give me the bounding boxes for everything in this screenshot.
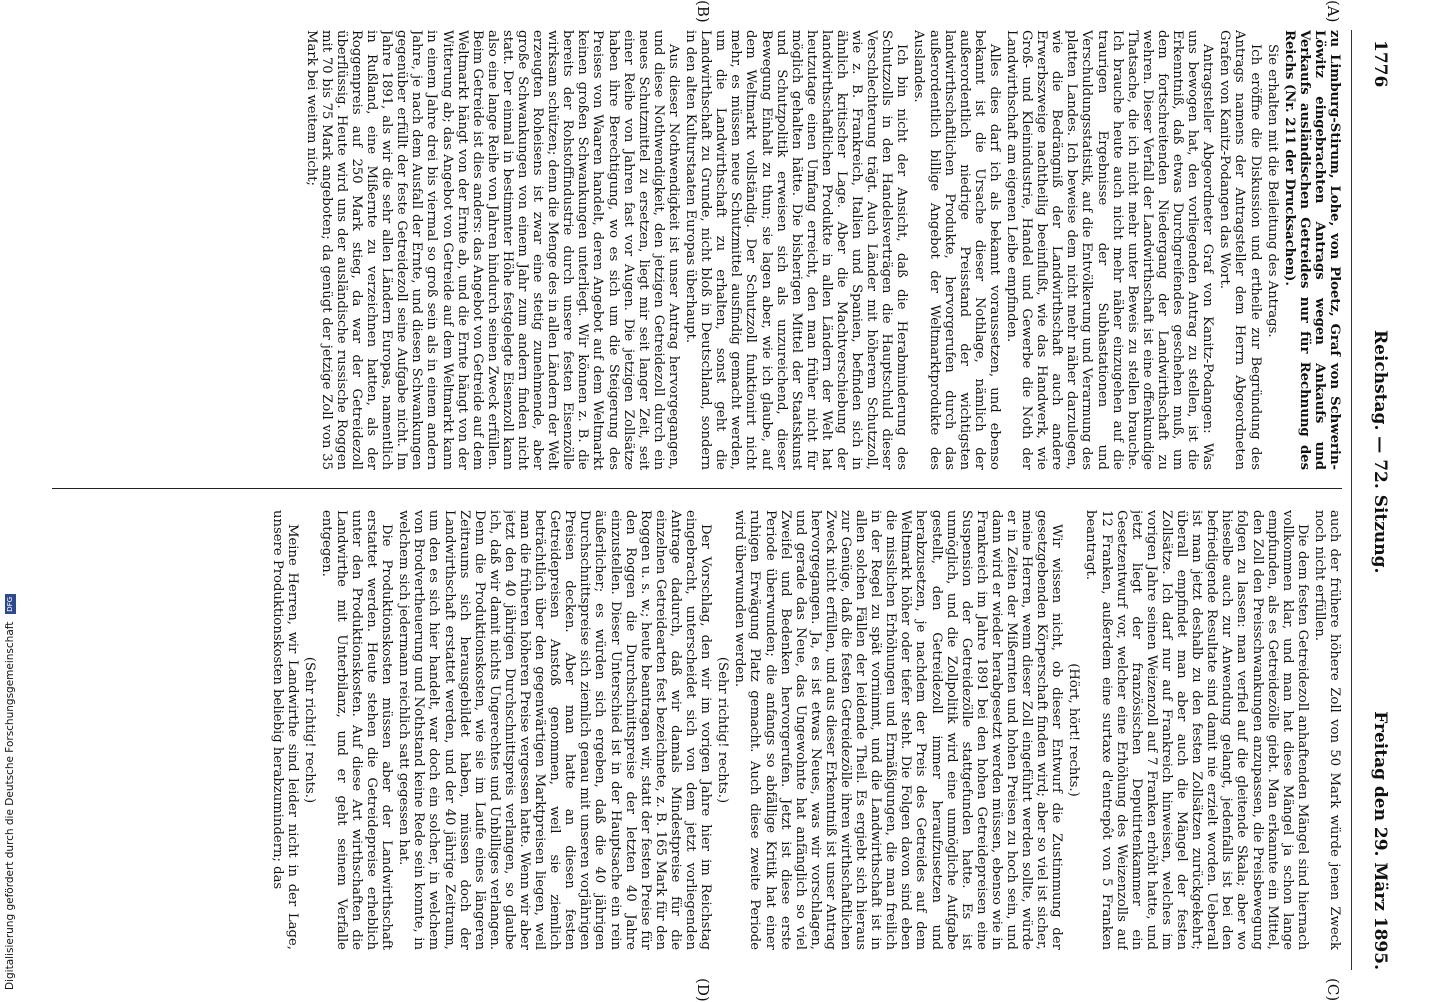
paragraph: Wir wissen nicht, ob dieser Entwurf die Zustimmung der gesetzgebenden Körperschaft finden wird; aber so viel ist sicher, meine Herren, wenn dieser Zoll eingeführt werden sollte, würde er in Zeiten der Mißernten und hohen Preisen zu hoch sein, und dann wird er wieder herabgesetzt werden müssen, ebenso wie in Frankreich im Jahre 1891 bei den hohen Getreidepreisen eine Suspension der Getreidezölle stattgefunden hatte. Es ist unmöglich, und die Zollpolitik wird eine unmögliche Aufgabe gestellt, den Getreidezoll immer heraufzusetzen und herabzusetzen, je nachdem der Preis des Getreides auf dem Weltmarkt höher oder tiefer steht. Die Folgen davon sind eben die misslichen Erhöhungen und Ermäßigungen, die man freilich in der Regel zu spät vornimmt, und die Landwirthschaft ist in allen solchen Fällen der leidende Theil. Es ergiebt sich hieraus zur Genüge, daß die festen Getreidezölle ihren wirthschaftlichen Zweck nicht erfüllen, und aus dieser Erkenntniß ist unser Antrag hervorgegangen. Ja, es ist etwas Neues, was wir vorschlagen, und gerade das Neue, das Ungewohnte hat anfänglich so viel Zweifel und Bedenken hervorgerufen. Jetzt ist diese erste Periode überwunden; die anfangs so abfällige Kritik hat einer ruhigen Erwägung Platz gemacht. Auch diese zweite Periode wird überwunden werden. xyxy=(732,510,1065,950)
margin-marker-c: (C) xyxy=(1324,978,1342,1002)
paragraph: Ich bin nicht der Ansicht, daß die Herabminderung des Schutzzolls in den Handelsverträgen die Hauptschuld dieser Verschlechterung trägt. Auch Länder mit höherem Schutzzoll, wie z. B. Frankreich, Italien und Spanien, befinden sich in ähnlich kritischer Lage. Aber die Machtverschiebung der landwirthschaftlichen Produkte in allen Ländern der Welt hat heutzutage einen Umfang erreicht, den man früher nicht für möglich gehalten hätte. Die bisherigen Mittel der Staatskunst und Schutzpolitik erweisen sich als unzureichend, dieser Bewegung Einhalt zu thun; sie lagen aber, wie ich glaube, auf dem Weltmarkt vollständig. Der Schutzzoll funktionirt nicht mehr, es müssen neue Schutzmittel ausfindig gemacht werden, um die Landwirthschaft zu erhalten, sonst geht die Landwirthschaft zu Grunde, nicht bloß in Deutschland, sondern in den alten Kulturstaaten Europas überhaupt. xyxy=(683,30,910,470)
margin-marker-b: (B) xyxy=(694,0,712,23)
paragraph: Meine Herren, wir Landwirthe sind leider nicht in der Lage, unsere Produktionskosten beliebig herabzumindern; das xyxy=(269,510,300,950)
speech-paragraph: Antragsteller Abgeordneter Graf von Kanitz-Podangen: Was uns bewogen hat, den vorliegenden Antrag zu stellen, ist die Erkenntniß, daß etwas Durchgreifendes geschehen muß, um dem fortschreitenden Niedergang der Landwirthschaft zu wehren. Dieser Verfall der Landwirthschaft ist eine offenkundige Thatsache, die ich nicht mehr unter Beweis zu stellen brauche. Ich brauche heute auch nicht mehr näher einzugehen auf die traurigen Ergebnisse der Subhastationen und Verschuldungsstatistik, auf die Entvölkerung und Verarmung des platten Landes. Ich beweise dem nicht mehr näher darzulegen, wie die Bedrängniß der Landwirthschaft auch andere Erwerbszweige nachtheilig beeinflußt, wie das Handwerk, wie Groß- und Kleinindustrie, Handel und Gewerbe die Noth der Landwirthschaft am eigenen Leibe empfinden. xyxy=(1004,30,1216,470)
digitization-credit xyxy=(4,10,20,990)
page-number: 1776 xyxy=(1370,40,1390,88)
margin-marker-a: (A) xyxy=(1324,0,1342,23)
agenda-item: zu Limburg-Stirum, Lohe, von Ploetz, Graf von Schwerin-Löwitz eingebrachten Antrags wegen Ankaufs und Verkaufs ausländischen Getreides nur für Rechnung des Reichs (Nr. 211 der Drucksachen). xyxy=(1281,30,1342,470)
interjection: (Hört, hört! rechts.) xyxy=(1066,663,1082,797)
paragraph: Die dem festen Getreidezoll anhaftenden Mängel sind hiernach vollkommen klar, und man hat diese Mängel ja schon lange empfunden, als es Getreidezölle giebt. Man erkannte ein Mittel, den Zoll den Preisschwankungen anzupassen, die Preisbewegung folgen zu lassen: man verfiel auf die gleitende Skala; aber wo hieselbe auch zur Anwendung gelangt, jedenfalls ist bei den befriedigende Resultate sind damit nie erzielt worden. Ueberall ist man jetzt deshalb zu den festen Zollsätzen zurückgekehrt; überall empfindet man aber auch die Mängel der festen Zollsätze. Ich darf nur auf Frankreich hinweisen, welches im vorigen Jahre seinen Weizenzoll auf 7 Franken erhöht hatte, und jetzt liegt der französischen Deputirtenkammer ein Gesetzentwurf vor, welcher eine Erhöhung des Weizenzolls auf 12 Franken, außerdem eine surtaxe d'entrepôt von 5 Franken beantragt. xyxy=(1083,510,1310,950)
left-column xyxy=(52,30,1342,470)
paragraph: Aus dieser Nothwendigkeit ist unser Antrag hervorgegangen, und diese Nothwendigkeit, den jetzigen Getreidezoll durch ein neues Schutzmittel zu ersetzen, liegt mir seit langer Zeit, seit einer Reihe von Jahren fast vor Augen. Die jetzigen Zollsätze haben ihre Berechtigung, wo es sich um die Steigerung des Preises von Waaren handelt, deren Angebot auf dem Weltmarkt keinen großen Schwankungen unterliegt. Wir können z. B. die bereits der Rohstoffindustrie durch unsere festen Eisenzölle wirksam schützen; denn die Menge des in allen Ländern der Welt erzeugten Roheisens ist zwar eine stetig zunehmende, aber große Schwankungen von einem Jahr zum andern finden nicht statt. Der einmal in bestimmter Höhe festgelegte Eisenzoll kann also eine lange Reihe von Jahren hindurch seinen Zweck erfüllen. Beim Getreide ist dies anders: das Angebot von Getreide auf dem Weltmarkt hängt von der Ernte ab, und die Ernte hängt von der Witterung ab; das Angebot von Getreide auf dem Weltmarkt kann in einem Jahre drei bis viermal so groß sein als in einem andern Jahre, je nach dem Ausfall der Ernte, und diesen Schwankungen gegenüber erfüllt der feste Getreidezoll seine Aufgabe nicht. Im Jahre 1891, als wir die sehr allen Ländern Europas, namentlich in Rußland, eine Mißernte zu verzeichnen hatten, als der Roggenpreis auf 250 Mark stieg, da war der Getreidezoll überflüssig. Heute wird uns der ausländische russische Roggen mit 70 bis 75 Mark angeboten; da genügt der jetzige Zoll von 35 Mark bei weitem nicht; xyxy=(303,30,681,470)
footer-strip xyxy=(0,0,22,1000)
column-separator xyxy=(52,488,1342,489)
paragraph: auch der frühere höhere Zoll von 50 Mark würde jenen Zweck noch nicht erfüllen. xyxy=(1311,510,1342,950)
session-title: Reichstag. — 72. Sitzung. xyxy=(1370,330,1390,574)
paragraph: Ich eröffne die Diskussion und ertheile zur Begründung des Antrags namens der Antragsteller dem Herrn Abgeordneten Grafen von Kanitz-Podangen das Wort. xyxy=(1217,30,1263,470)
credit-text: Digitalisierung gefördert durch die Deutsche Forschungsgemeinschaft xyxy=(4,621,16,990)
paragraph: Der Vorschlag, den wir im vorigen Jahre hier im Reichstag eingebracht, unterscheidet sich von dem jetzt vorliegenden Antrage dadurch, daß wir damals Mindestpreise für die einzelnen Getreidearten fest bezeichnete, z. B. 165 Mark für den Roggen u. s. w.; heute beantragen wir, statt der festen Preise für den Roggen die Durchschnittspreise der letzten 40 Jahre einzustellen. Dieser Unterschied ist in der Hauptsache ein rein äußerlicher; es würden sich ergeben, daß die 40 jährigen Durchschnittspreise sich ziemlich genau mit unseren vorjährigen Preisen decken. Aber man hatte an diesen festen Getreidepreisen Anstoß genommen, weil sie ziemlich beträchtlich über den gegenwärtigen Marktpreisen liegen, weil man die früheren höheren Preise vergessen hatte. Wenn wir aber jetzt den 40 jährigen Durchschnittspreis verlangen, so glaube ich, daß wir damit nichts Ungerechtes und Unbilliges verlangen. Denn die Produktionskosten, wie sie im Laufe eines längeren Zeitraums sich herausgebildet haben, müssen doch der Landwirthschaft erstattet werden, und der 40 jährige Zeitraum, um den es sich hier handelt, war doch ein solcher, in welchem von Brodvertheuerung und Nothstand keine Rede sein konnte, in welchem sich jedermann reichlich satt gegessen hat. xyxy=(396,510,714,950)
interjection: (Sehr richtig! rechts.) xyxy=(715,656,731,804)
page-header xyxy=(1360,10,1390,990)
dfg-logo-icon: DFG xyxy=(5,594,16,614)
paragraph: Sie erhalten mit die Beileitung des Antrags. xyxy=(1264,44,1280,338)
paragraph: Alles dies darf ich als bekannt voraussetzen, und ebenso bekannt ist die Ursache dieser Nothlage, nämlich der außerordentlich niedrige Preisstand der wichtigsten landwirthschaftlichen Produkte, hervorgerufen durch das außerordentlich billige Angebot der Weltmarktprodukte des Auslandes. xyxy=(911,30,1002,470)
paragraph: Die Produktionskosten müssen aber der Landwirthschaft erstattet werden. Heute stehen die Getreidepreise erheblich unter den Produktionskosten. Auf diese Art wirthschaften die Landwirthe mit Unterbilanz, und er geht seinem Verfalle entgegen. xyxy=(318,510,395,950)
session-date: Freitag den 29. März 1895. xyxy=(1370,711,1390,970)
margin-marker-d: (D) xyxy=(694,978,712,1002)
header-rule xyxy=(1351,30,1352,970)
right-column xyxy=(52,510,1342,950)
interjection: (Sehr richtig! rechts.) xyxy=(301,656,317,804)
